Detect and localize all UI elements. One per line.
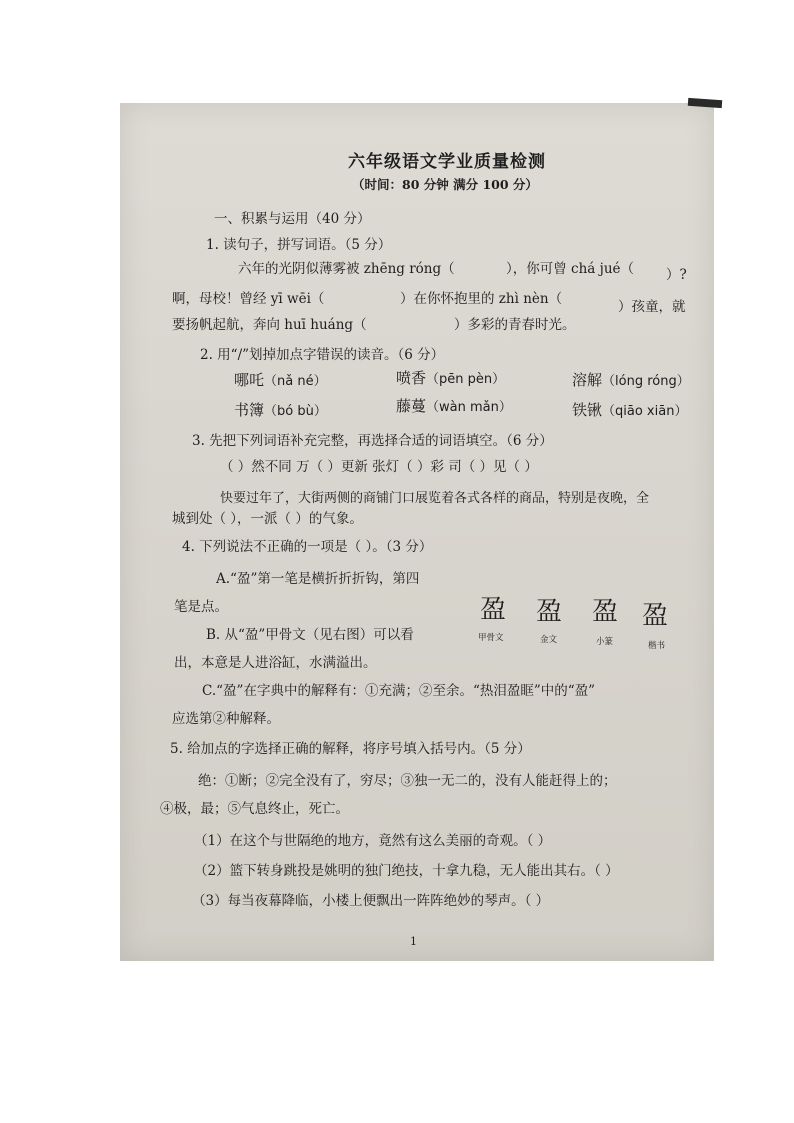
- glyph-regular: 盈: [642, 601, 669, 631]
- q5-heading: 5. 给加点的字选择正确的解释，将序号填入括号内。（5 分）: [170, 741, 531, 757]
- glyph-seal: 盈: [592, 597, 619, 627]
- q5-definitions-line2: ④极，最；⑤气息终止，死亡。: [160, 801, 349, 817]
- q3-passage-line2: 城到处（ ），一派（ ）的气象。: [172, 511, 363, 527]
- q4-option-c-line1: C.“盈”在字典中的解释有：①充满；②至余。“热泪盈眶”中的“盈”: [202, 683, 596, 699]
- q4-option-b-line1: B. 从“盈”甲骨文（见右图）可以看: [206, 627, 414, 643]
- glyph-label-oracle: 甲骨文: [478, 633, 504, 643]
- q1-line1-a: 六年的光阴似薄雾被 zhēng róng（: [238, 261, 455, 277]
- q2-heading: 2. 用“/”划掉加点字错误的读音。（6 分）: [200, 347, 445, 363]
- q5-sentence-3: （3）每当夜幕降临，小楼上便飘出一阵阵绝妙的琴声。（ ）: [192, 893, 550, 909]
- q1-line1-b: ），你可曾 chá jué（: [506, 261, 635, 277]
- q5-sentence-2: （2）篮下转身跳投是姚明的独门绝技，十拿九稳，无人能出其右。（ ）: [194, 863, 619, 879]
- q3-words: （ ）然不同 万（ ）更新 张灯（ ）彩 司（ ）见（ ）: [220, 459, 538, 475]
- q1-line2-b: ）在你怀抱里的 zhì nèn（: [400, 291, 563, 307]
- q2-word-6: 铁锹（qiāo xiān）: [572, 401, 688, 419]
- section-heading: 一、积累与运用（40 分）: [214, 211, 371, 227]
- glyph-label-bronze: 金文: [540, 635, 558, 645]
- q3-heading: 3. 先把下列词语补充完整，再选择合适的词语填空。（6 分）: [192, 433, 553, 449]
- q1-line2-a: 啊，母校！曾经 yī wēi（: [172, 291, 325, 307]
- page-number: 1: [410, 935, 417, 948]
- q2-word-1: 哪吒（nǎ né）: [234, 371, 327, 389]
- glyph-label-regular: 楷书: [648, 641, 666, 651]
- q4-heading: 4. 下列说法不正确的一项是（ ）。（3 分）: [182, 539, 433, 555]
- q4-option-b-line2: 出，本意是人进浴缸，水满溢出。: [174, 655, 377, 671]
- q1-line1-c: ）?: [666, 267, 687, 283]
- q1-line3-b: ）多彩的青春时光。: [454, 317, 576, 333]
- q5-sentence-1: （1）在这个与世隔绝的地方，竟然有这么美丽的奇观。（ ）: [194, 833, 552, 849]
- q1-heading: 1. 读句子，拼写词语。（5 分）: [206, 237, 392, 253]
- q2-word-4: 书簿（bó bù）: [234, 401, 327, 419]
- ying-character-evolution: [470, 589, 680, 659]
- q1-line2-c: ）孩童，就: [618, 299, 686, 315]
- exam-subtitle: （时间：80 分钟 满分 100 分）: [352, 177, 538, 192]
- glyph-bronze: 盈: [536, 597, 563, 627]
- exam-title: 六年级语文学业质量检测: [348, 152, 546, 172]
- q2-word-3: 溶解（lóng róng）: [572, 371, 690, 389]
- q2-word-2: 喷香（pēn pèn）: [396, 369, 506, 387]
- q4-option-c-line2: 应选第②种解释。: [172, 711, 280, 727]
- glyph-oracle: 盈: [480, 595, 507, 625]
- exam-paper: [120, 103, 714, 961]
- glyph-label-seal: 小篆: [596, 637, 614, 647]
- q2-word-5: 藤蔓（wàn mǎn）: [396, 397, 512, 415]
- q1-line3-a: 要扬帆起航，奔向 huī huáng（: [172, 317, 367, 333]
- q4-option-a-line2: 笔是点。: [174, 599, 228, 615]
- q4-option-a-line1: A.“盈”第一笔是横折折折钩，第四: [216, 571, 420, 587]
- clip-shadow: [688, 98, 722, 108]
- q3-passage-line1: 快要过年了，大街两侧的商铺门口展览着各式各样的商品，特别是夜晚，全: [220, 491, 650, 506]
- q5-definitions-line1: 绝：①断；②完全没有了，穷尽；③独一无二的，没有人能赶得上的；: [198, 773, 617, 789]
